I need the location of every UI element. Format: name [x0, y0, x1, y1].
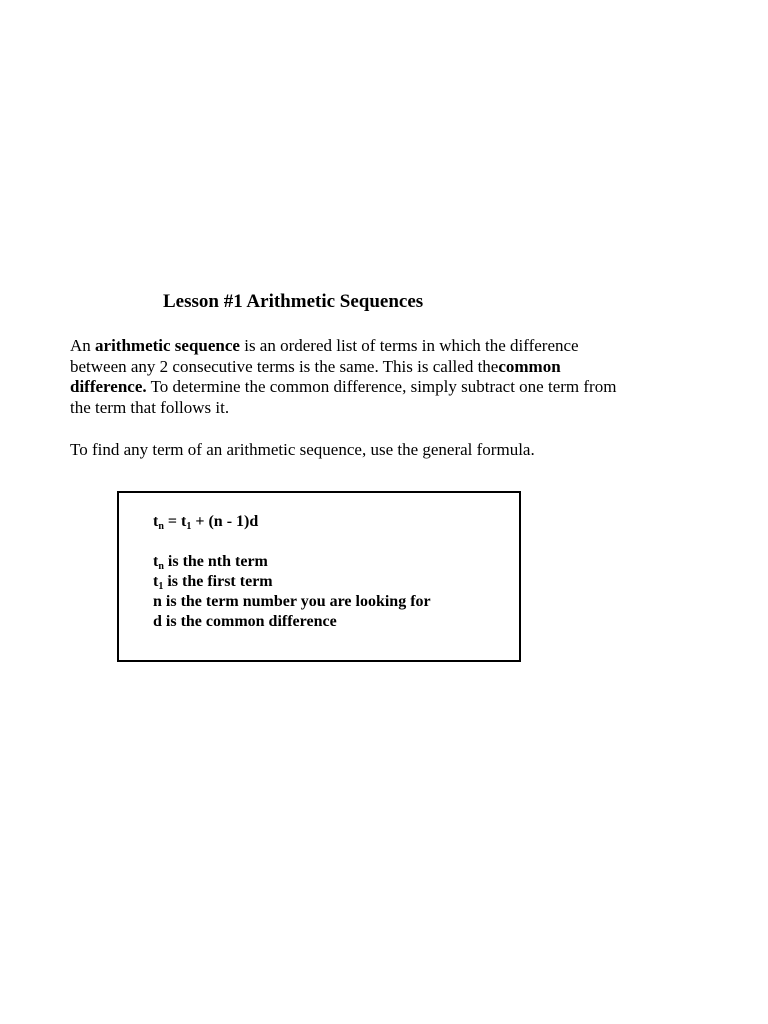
- paragraph-line-2: [70, 357, 720, 378]
- definition-n: n is the term number you are looking for: [153, 593, 431, 610]
- text-consecutive: between any 2 consecutive terms is the same. This is called the: [70, 356, 499, 376]
- definition-d: d is the common difference: [153, 613, 337, 630]
- text-definition-start: is an ordered list of terms in which the difference: [244, 336, 579, 355]
- paragraph-line-1: [70, 336, 720, 357]
- general-formula: [153, 512, 431, 532]
- formula-equals-t: = t: [163, 513, 187, 530]
- formula-box: [117, 491, 521, 662]
- formula-rhs: + (n - 1)d: [191, 513, 259, 530]
- text-determine: To determine the common difference, simply subtract one term from: [150, 377, 617, 396]
- formula-tn-var: t: [153, 513, 159, 530]
- def-t1-text: is the first term: [163, 573, 273, 590]
- formula-t1-sub: 1: [186, 521, 192, 532]
- formula-tn-sub: n: [158, 521, 164, 532]
- term-difference: difference.: [70, 377, 147, 396]
- paragraph-line-3: [70, 377, 720, 398]
- def-tn-var: t: [153, 553, 159, 570]
- spacer: [153, 532, 431, 552]
- text-an: An: [70, 336, 91, 355]
- definition-tn: [153, 552, 431, 572]
- definition-paragraph: [70, 336, 720, 418]
- formula-intro-paragraph: To find any term of an arithmetic sequence, use the general formula.: [70, 440, 535, 459]
- def-t1-sub: 1: [158, 581, 164, 592]
- def-tn-sub: n: [158, 561, 164, 572]
- definition-t1: [153, 572, 431, 592]
- term-common: common: [498, 356, 561, 376]
- lesson-title: Lesson #1 Arithmetic Sequences: [163, 291, 424, 312]
- paragraph-line-4: [70, 398, 720, 419]
- def-tn-text: is the nth term: [163, 553, 268, 570]
- formula-box-content: [153, 512, 431, 632]
- text-follows: the term that follows it.: [70, 397, 230, 417]
- def-t1-var: t: [153, 573, 159, 590]
- term-arithmetic-sequence: arithmetic sequence: [95, 336, 240, 355]
